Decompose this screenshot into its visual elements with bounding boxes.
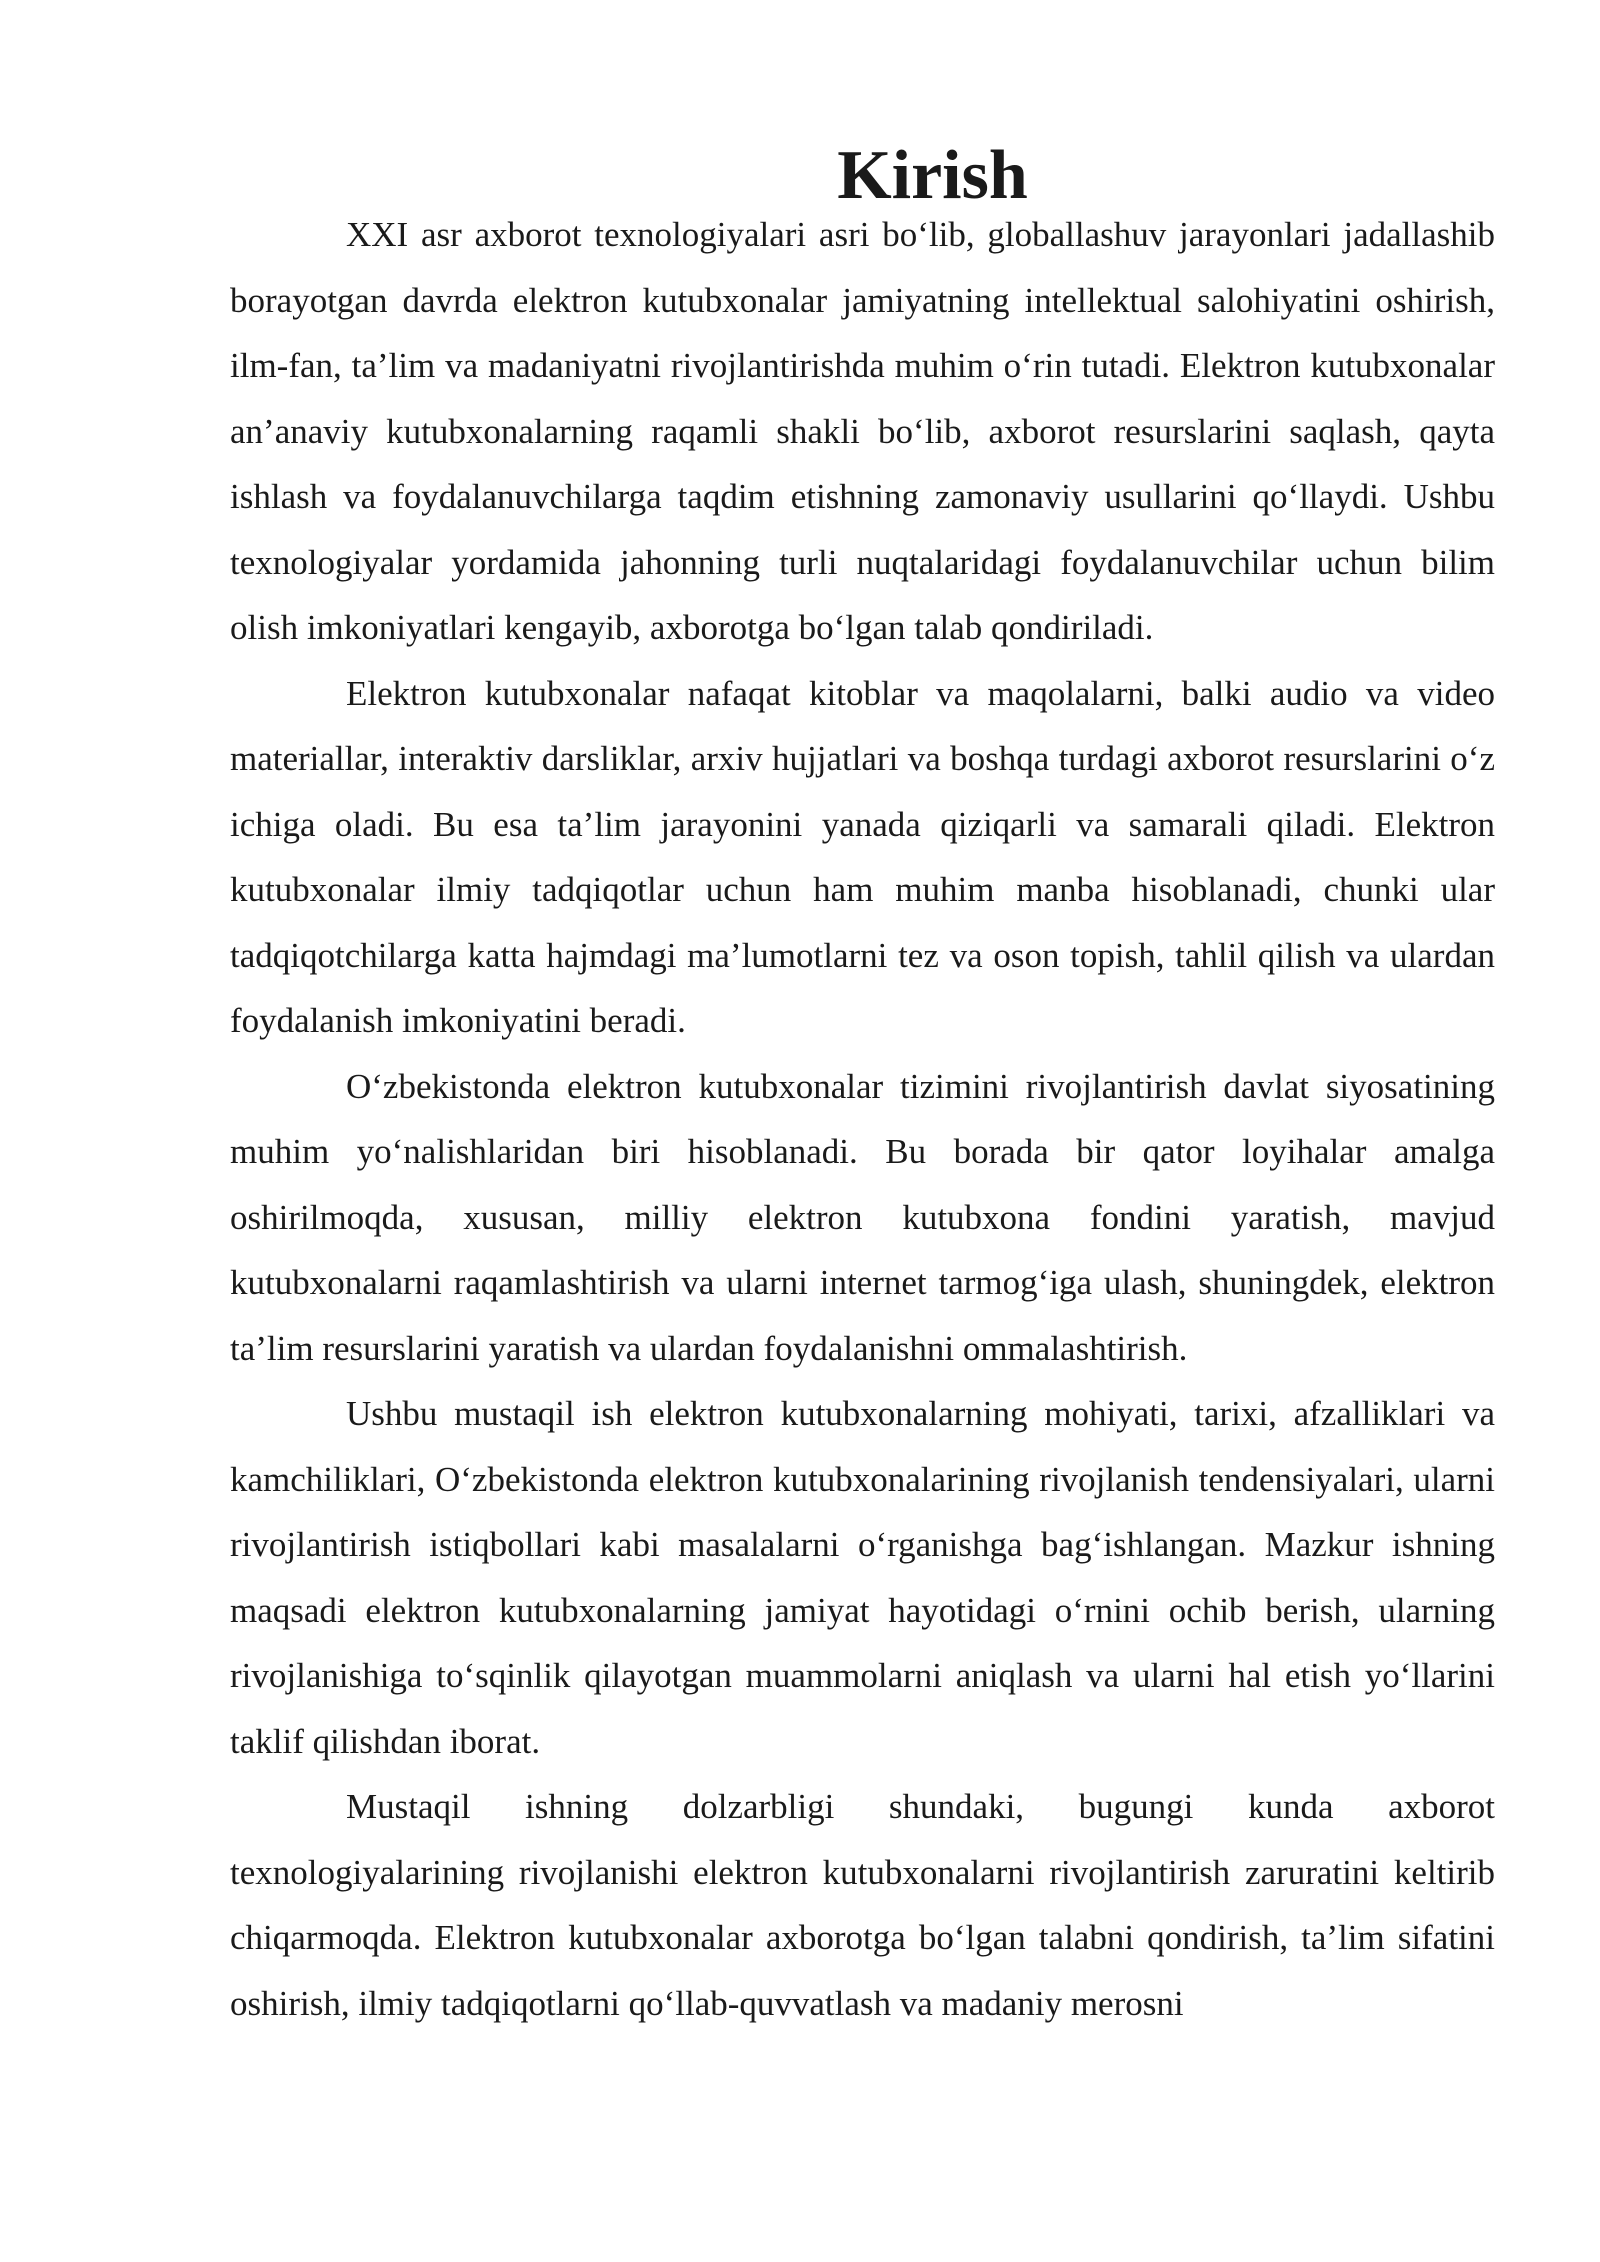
paragraph-2: Elektron kutubxonalar nafaqat kitoblar va maqolalarni, balki audio va video materiallar, interaktiv darsliklar, arxiv hujjatlari va boshqa turdagi axborot resurslarini o‘z ichiga oladi. Bu esa ta’lim jarayonini yanada qiziqarli va samarali qiladi. Elektron kutubxonalar ilmiy tadqiqotlar uchun ham muhim manba hisoblanadi, chunki ular tadqiqotchilarga katta hajmdagi ma’lumotlarni tez va oson topish, tahlil qilish va ulardan foydalanish imkoniyatini beradi. <box>230 673 1495 1040</box>
paragraph-5: Mustaqil ishning dolzarbligi shundaki, bugungi kunda axborot texnologiyalarining rivojlanishi elektron kutubxonalarni rivojlantirish zaruratini keltirib chiqarmoqda. Elektron kutubxonalar axborotga bo‘lgan talabni qondirish, ta’lim sifatini oshirish, ilmiy tadqiqotlarni qo‘llab-quvvatlash va madaniy merosni <box>230 1787 1495 2023</box>
document-body <box>230 137 1495 2036</box>
paragraph-4: Ushbu mustaqil ish elektron kutubxonalarning mohiyati, tarixi, afzalliklari va kamchiliklari, O‘zbekistonda elektron kutubxonalarining rivojlanish tendensiyalari, ularni rivojlantirish istiqbollari kabi masalalarni o‘rganishga bag‘ishlangan. Mazkur ishning maqsadi elektron kutubxonalarning jamiyat hayotidagi o‘rnini ochib berish, ularning rivojlanishiga to‘sqinlik qilayotgan muammolarni aniqlash va ularni hal etish yo‘llarini taklif qilishdan iborat. <box>230 1394 1495 1761</box>
paragraph-3: O‘zbekistonda elektron kutubxonalar tizimini rivojlantirish davlat siyosatining muhim yo‘nalishlaridan biri hisoblanadi. Bu borada bir qator loyihalar amalga oshirilmoqda, xususan, milliy elektron kutubxona fondini yaratish, mavjud kutubxonalarni raqamlashtirish va ularni internet tarmog‘iga ulash, shuningdek, elektron ta’lim resurslarini yaratish va ulardan foydalanishni ommalashtirish. <box>230 1066 1495 1368</box>
paragraph-1: XXI asr axborot texnologiyalari asri bo‘lib, globallashuv jarayonlari jadallashib borayotgan davrda elektron kutubxonalar jamiyatning intellektual salohiyatini oshirish, ilm-fan, ta’lim va madaniyatni rivojlantirishda muhim o‘rin tutadi. Elektron kutubxonalar an’anaviy kutubxonalarning raqamli shakli bo‘lib, axborot resurslarini saqlash, qayta ishlash va foydalanuvchilarga taqdim etishning zamonaviy usullarini qo‘llaydi. Ushbu texnologiyalar yordamida jahonning turli nuqtalaridagi foydalanuvchilar uchun bilim olish imkoniyatlari kengayib, axborotga bo‘lgan talab qondiriladi. <box>230 215 1495 647</box>
page-title: Kirish <box>837 137 1028 214</box>
